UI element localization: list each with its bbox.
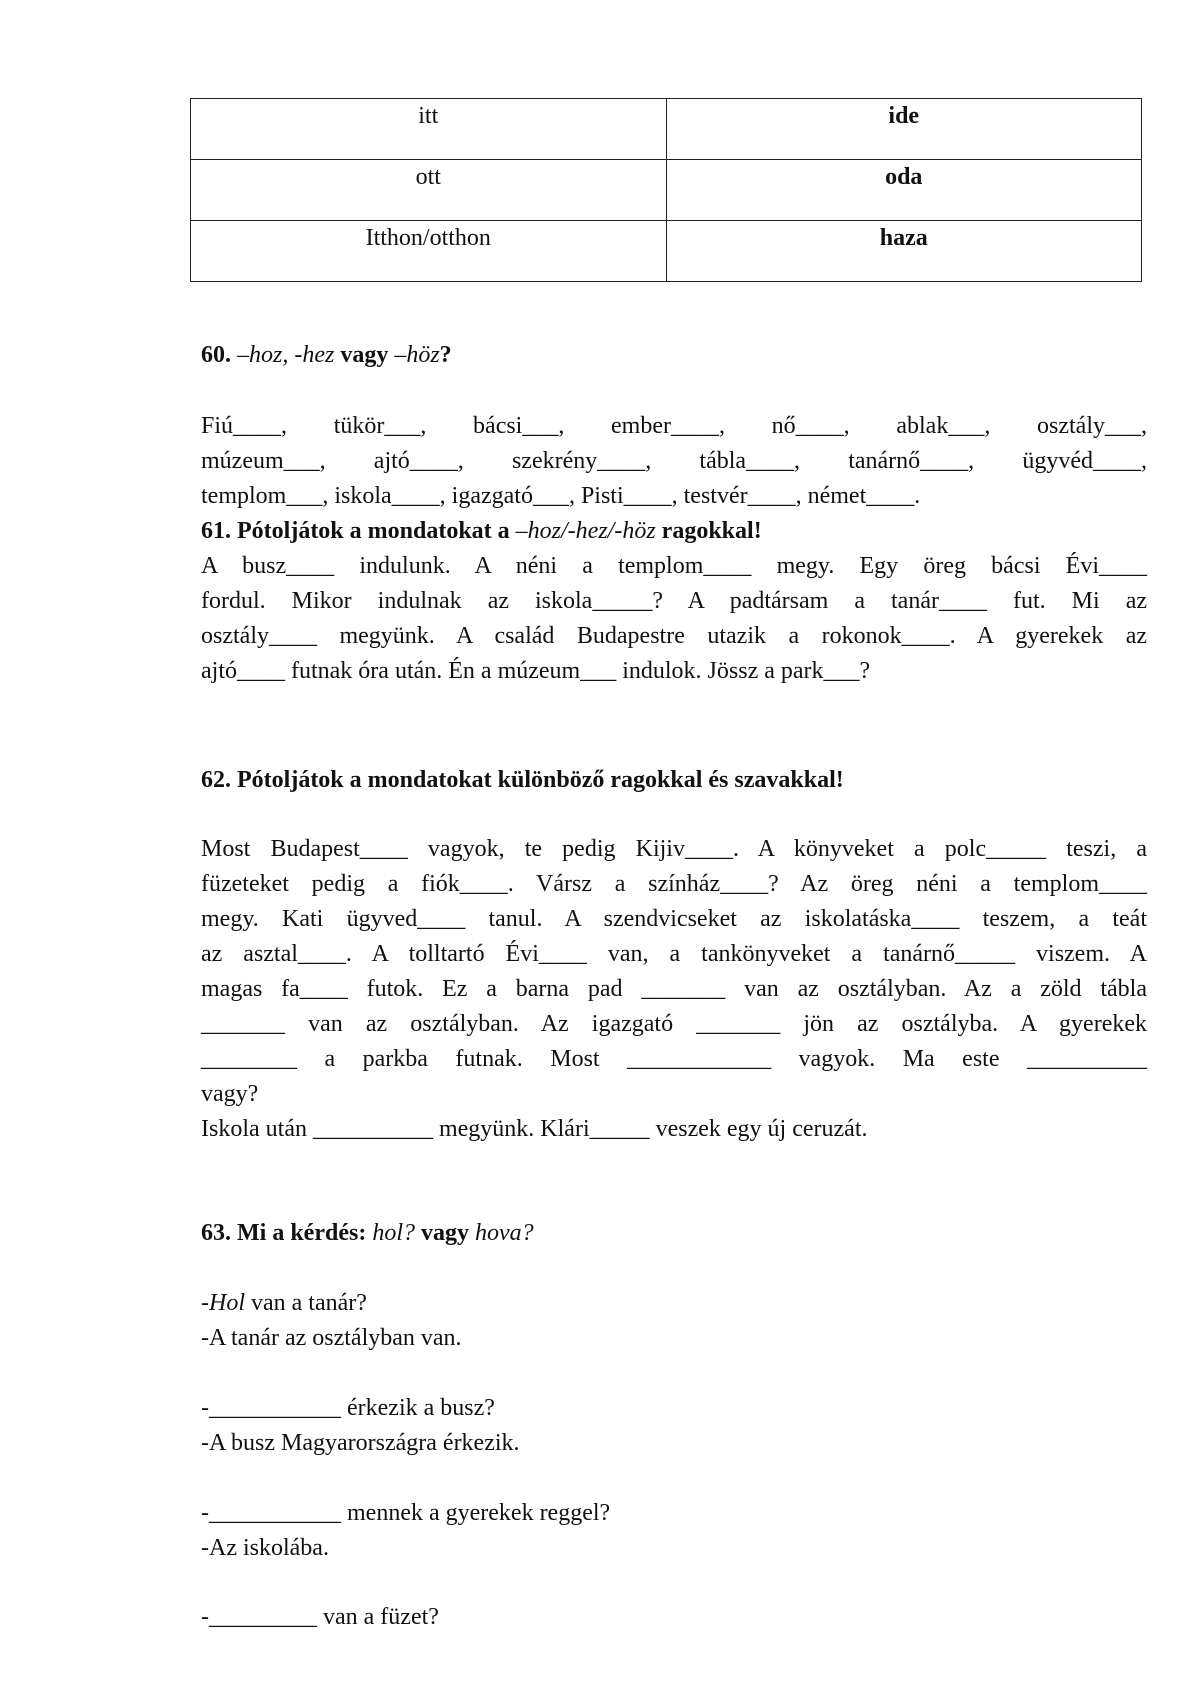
- answer-line: -A busz Magyarországra érkezik.: [201, 1430, 520, 1456]
- title-text: 61. Pótoljátok a mondatokat a: [201, 518, 510, 544]
- title-text: vagy: [340, 342, 389, 368]
- title-text: vagy: [420, 1220, 469, 1246]
- title-text: ?: [439, 342, 452, 368]
- question-line: [201, 1286, 1147, 1321]
- table-cell-left: ott: [191, 160, 667, 221]
- exercise-60-title: [201, 338, 1147, 373]
- exercise-line: A busz____ indulunk. A néni a templom____ megy. Egy öreg bácsi Évi____: [201, 553, 1147, 579]
- exercise-line: _______ van az osztályban. Az igazgató _______ jön az osztályba. A gyerekek: [201, 1011, 1147, 1037]
- title-italic: –höz: [394, 342, 440, 368]
- title-italic: hova?: [474, 1220, 534, 1246]
- question-word: Hol: [209, 1290, 245, 1316]
- table-cell-right: haza: [666, 221, 1142, 282]
- exercise-line: Iskola után __________ megyünk. Klári_____ veszek egy új ceruzát.: [201, 1116, 868, 1142]
- question-line: -___________ mennek a gyerekek reggel?: [201, 1500, 611, 1526]
- exercise-number: 60.: [201, 342, 231, 368]
- exercise-line: templom___, iskola____, igazgató___, Pisti____, testvér____, német____.: [201, 483, 921, 509]
- exercise-line: füzeteket pedig a fiók____. Vársz a színház____? Az öreg néni a templom____: [201, 871, 1147, 897]
- exercise-63-title: [201, 1216, 1147, 1251]
- exercise-line: múzeum___, ajtó____, szekrény____, tábla____, tanárnő____, ügyvéd____,: [201, 448, 1147, 474]
- exercise-61-title: [201, 514, 1147, 549]
- exercise-line: Most Budapest____ vagyok, te pedig Kijiv____. A könyveket a polc_____ teszi, a: [201, 836, 1147, 862]
- title-text: 63. Mi a kérdés:: [201, 1220, 367, 1246]
- exercise-line: megy. Kati ügyved____ tanul. A szendvicseket az iskolatáska____ teszem, a teát: [201, 906, 1147, 932]
- question-4: [201, 1600, 1147, 1635]
- exercise-line: magas fa____ futok. Ez a barna pad _______ van az osztályban. Az a zöld tábla: [201, 976, 1147, 1002]
- exercise-line: ajtó____ futnak óra után. Én a múzeum___ indulok. Jössz a park___?: [201, 658, 871, 684]
- question-line: -___________ érkezik a busz?: [201, 1395, 495, 1421]
- question-3: [201, 1496, 1147, 1566]
- adverb-table: [190, 98, 1142, 282]
- title-text: ragokkal!: [661, 518, 762, 544]
- exercise-line: fordul. Mikor indulnak az iskola_____? A padtársam a tanár____ fut. Mi az: [201, 588, 1147, 614]
- answer-line: -Az iskolába.: [201, 1535, 329, 1561]
- question-1: [201, 1286, 1147, 1356]
- table-cell-left: Itthon/otthon: [191, 221, 667, 282]
- question-rest: van a tanár?: [245, 1290, 367, 1316]
- title-italic: –hoz, -hez: [237, 342, 335, 368]
- question-2: [201, 1391, 1147, 1461]
- table-cell-right: oda: [666, 160, 1142, 221]
- table-cell-right: ide: [666, 99, 1142, 160]
- table-row: [191, 160, 1142, 221]
- exercise-line: osztály____ megyünk. A család Budapestre utazik a rokonok____. A gyerekek az: [201, 623, 1147, 649]
- exercise-line: vagy?: [201, 1081, 259, 1107]
- title-italic: –hoz/-hez/-höz: [515, 518, 656, 544]
- exercise-62-body: [201, 832, 1147, 1147]
- exercise-62-title: 62. Pótoljátok a mondatokat különböző ragokkal és szavakkal!: [201, 767, 844, 793]
- exercise-line: Fiú____, tükör___, bácsi___, ember____, nő____, ablak___, osztály___,: [201, 413, 1147, 439]
- answer-line: -A tanár az osztályban van.: [201, 1325, 462, 1351]
- exercise-line: ________ a parkba futnak. Most ____________ vagyok. Ma este __________: [201, 1046, 1147, 1072]
- exercise-61-body: [201, 549, 1147, 689]
- table-cell-left: itt: [191, 99, 667, 160]
- question-line: -_________ van a füzet?: [201, 1604, 439, 1630]
- table-row: [191, 221, 1142, 282]
- exercise-60-body: [201, 409, 1147, 514]
- exercise-line: az asztal____. A tolltartó Évi____ van, a tankönyveket a tanárnő_____ viszem. A: [201, 941, 1147, 967]
- title-italic: hol?: [372, 1220, 415, 1246]
- dash: -: [201, 1290, 209, 1316]
- table-row: [191, 99, 1142, 160]
